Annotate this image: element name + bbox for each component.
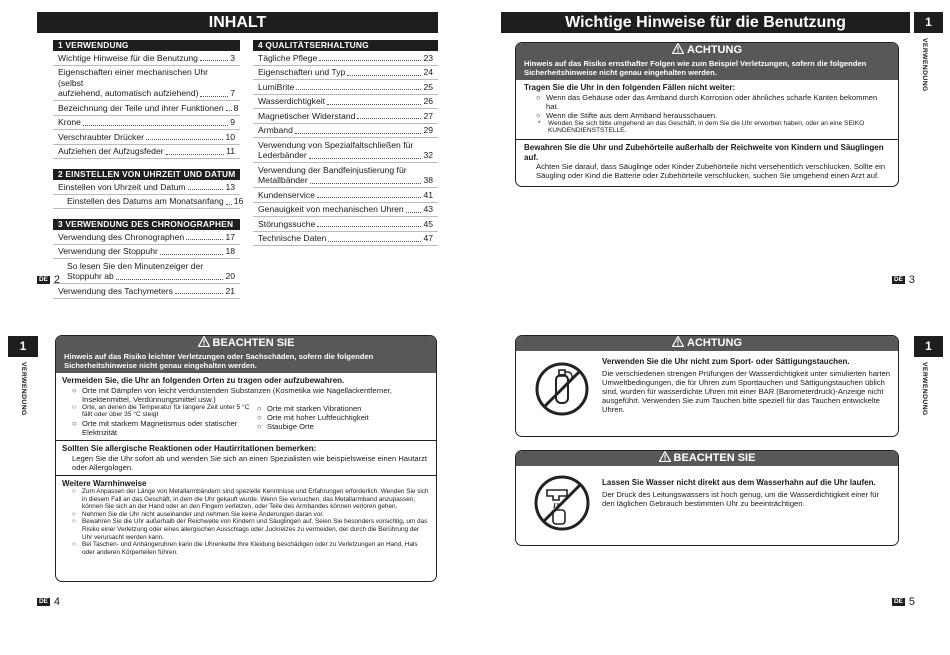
warning-icon — [672, 336, 684, 347]
toc-section-header: 1 VERWENDUNG — [53, 40, 240, 51]
block-text: Der Druck des Leitungswassers ist hoch genug, um die Wasserdichtigkeit einer für den täglichen Gebrauch bestimmten Uhr zu beeinträchtigen. — [602, 489, 880, 508]
toc-entry[interactable]: Tägliche Pflege 23 — [253, 51, 438, 66]
toc-entry[interactable]: Wasserdichtigkeit 26 — [253, 95, 438, 110]
warning-icon — [659, 451, 671, 462]
list-item: ○ Bewahren Sie die Uhr außerhalb der Reichweite von Kindern und Säuglingen auf. Seien Sie besonders vorsichtig, um das Risiko einer Verletzung oder eines allergischen Ausschlags oder Juckreizes zu vermeiden, der durch die Berührung der Uhr verursacht werden kann. — [72, 518, 428, 541]
notice-box — [55, 335, 437, 582]
toc-entry[interactable]: Verwendung des Tachymeters 21 — [53, 284, 240, 299]
list-item: ○ Nehmen Sie die Uhr nicht auseinander und nehmen Sie keine Änderungen daran vor. — [72, 510, 324, 518]
toc-entry[interactable]: Eigenschaften und Typ 24 — [253, 66, 438, 81]
page-number: 5 — [908, 596, 916, 608]
block-heading: Sollten Sie allergische Reaktionen oder Hautirritationen bemerken: — [62, 444, 317, 454]
chapter-tab: 1 — [914, 12, 943, 33]
page3-title-bar — [501, 12, 910, 33]
language-badge: DE — [39, 598, 48, 605]
list-item: ○ Orte mit starken Vibrationen — [257, 403, 362, 413]
toc-entry[interactable]: Verwendung der Bandfeinjustierung für Metallbänder 38 — [253, 163, 438, 188]
notice-title: BEACHTEN SIE — [516, 451, 898, 466]
block-text: Legen Sie die Uhr sofort ab und wenden Sie sich an einen Spezialisten wie beispielsweise einen Hautarzt oder Allergologen. — [72, 453, 428, 472]
chapter-tab: 1 — [914, 336, 943, 357]
warning-icon — [198, 336, 210, 347]
toc-entry[interactable]: Einstellen von Uhrzeit und Datum 13 — [53, 180, 240, 195]
language-badge: DE — [894, 276, 903, 283]
toc-entry[interactable]: Verwendung von Spezialfaltschließen für Lederbänder 32 — [253, 138, 438, 163]
toc-entry[interactable]: Technische Daten 47 — [253, 232, 438, 247]
toc-entry[interactable]: LumiBrite 25 — [253, 80, 438, 95]
block-heading: Tragen Sie die Uhr in den folgenden Fällen nicht weiter: — [524, 83, 736, 92]
page-footer — [892, 596, 915, 608]
page-number: 2 — [53, 274, 61, 286]
list-item: ○ Bei Taschen- und Anhängeruhren kann die Uhrenkette Ihre Kleidung beschädigen oder zu Verletzungen an Hand, Hals oder anderen Körperteilen führen. — [72, 541, 418, 556]
block-text: Die verschiedenen strengen Prüfungen der Wasserdichtigkeit unter simulierten harten Umweltbedingungen, die für Uhren zum Sporttauchen und Sättigungstauchen üblich sind, wurden für wasserdichte Uhren mit einer BAR (Barometerdruck)-Anzeige nicht ausgeführt. Verwenden Sie zum Tauchen bitte speziell für das Tauchen entwickelte Uhren. — [602, 368, 891, 414]
list-item: ○ Staubige Orte — [257, 421, 314, 431]
caution-subtitle: Hinweis auf das Risiko ernsthafter Folgen wie zum Beispiel Verletzungen, sofern die folgenden Sicherheitshinweise nicht genau eingehalten werden. — [524, 59, 867, 77]
list-item: ○ Zum Anpassen der Länge von Metallarmbändern sind spezielle Kenntnisse und Erfahrungen erforderlich. Wenden Sie sich in diesem Fall an das Geschäft, in dem die Uhr gekauft wurde. Wenn Sie versuchen, das Metallarmband anzupassen, können Sie sich an der Hand oder an den Fingern verletzen, oder Teile des Armbandes können verloren gehen. — [72, 488, 429, 511]
block-heading: Weitere Warnhinweise — [62, 478, 147, 488]
chapter-tab: 1 — [8, 336, 38, 357]
language-badge: DE — [894, 598, 903, 605]
toc-entry[interactable]: Aufziehen der Aufzugsfeder 11 — [53, 145, 240, 160]
toc-entry[interactable]: Einstellen des Datums am Monatsanfang 16 — [53, 195, 240, 210]
page-footer — [892, 274, 915, 286]
page-number: 4 — [53, 596, 61, 608]
no-tap-water-icon — [533, 474, 591, 532]
page3-title: Wichtige Hinweise für die Benutzung — [565, 14, 846, 31]
warning-icon — [672, 43, 684, 54]
list-item: ○ Orte, an denen die Temperatur für längere Zeit unter 5 °C fällt oder über 35 °C steigt — [72, 403, 250, 419]
toc-entry[interactable]: Verwendung der Stoppuhr 18 — [53, 245, 240, 260]
no-diving-icon — [534, 361, 590, 417]
toc-left-column — [53, 40, 244, 299]
toc-entry[interactable]: Armband 29 — [253, 124, 438, 139]
block-heading: Lassen Sie Wasser nicht direkt aus dem Wasserhahn auf die Uhr laufen. — [602, 478, 876, 487]
side-label: VERWENDUNG — [20, 362, 27, 416]
side-label: VERWENDUNG — [921, 38, 928, 92]
list-item: ○ Orte mit hoher Luftfeuchtigkeit — [257, 412, 369, 422]
page-number: 3 — [908, 274, 916, 286]
block-text: Achten Sie darauf, dass Säuglinge oder Kinder Zubehörteile nicht versehentlich verschlucken. Sollte ein Säugling oder Kind die Batterie oder Zubehörteile verschlucken, suchen Sie umgehend einen Arzt auf. — [536, 162, 886, 181]
toc-entry[interactable]: Magnetischer Widerstand 27 — [253, 109, 438, 124]
caution-box — [515, 42, 899, 187]
list-item: ○ Wenn das Gehäuse oder das Armband durch Korrosion oder ähnliches scharfe Kanten bekommen hat. — [536, 92, 878, 111]
toc-title: INHALT — [208, 14, 267, 31]
toc-entry[interactable]: Kundenservice 41 — [253, 188, 438, 203]
toc-entry[interactable]: Verwendung des Chronographen 17 — [53, 230, 240, 245]
notice-box — [515, 450, 899, 546]
notice-subtitle: Hinweis auf das Risiko leichter Verletzungen oder Sachschäden, sofern die folgenden Sicherheitshinweise nicht genau eingehalten werden. — [64, 352, 374, 370]
toc-entry[interactable]: So lesen Sie den Minutenzeiger der Stoppuhr ab 20 — [53, 259, 240, 284]
block-heading: Vermeiden Sie, die Uhr an folgenden Orten zu tragen oder aufzubewahren. — [62, 376, 345, 385]
block-heading: Verwenden Sie die Uhr nicht zum Sport- oder Sättigungstauchen. — [602, 357, 850, 366]
toc-entry[interactable]: Genauigkeit von mechanischen Uhren 43 — [253, 203, 438, 218]
toc-section-header: 3 VERWENDUNG DES CHRONOGRAPHEN — [53, 219, 240, 230]
toc-entry[interactable]: Bezeichnung der Teile und ihrer Funktionen 8 — [53, 101, 240, 116]
toc-section-header: 2 EINSTELLEN VON UHRZEIT UND DATUM — [53, 169, 240, 180]
page-footer — [37, 596, 60, 608]
toc-entry[interactable]: Wichtige Hinweise für die Benutzung 3 — [53, 51, 240, 66]
language-badge: DE — [39, 276, 48, 283]
page-footer — [37, 274, 60, 286]
toc-right-column — [253, 40, 438, 246]
caution-box — [515, 335, 899, 437]
block-heading: Bewahren Sie die Uhr und Zubehörteile außerhalb der Reichweite von Kindern und Säuglingen auf. — [524, 143, 884, 162]
toc-entry[interactable]: Krone 9 — [53, 116, 240, 131]
toc-title-bar — [37, 12, 438, 33]
notice-title: BEACHTEN SIE — [56, 336, 436, 351]
caution-title: ACHTUNG — [516, 336, 898, 351]
list-item: ○ Orte mit starkem Magnetismus oder statischer Elektrizität — [72, 419, 238, 438]
toc-entry[interactable]: Eigenschaften einer mechanischen Uhr (selbst aufziehend, automatisch aufziehend) 7 — [53, 66, 240, 102]
toc-section-header: 4 QUALITÄTSERHALTUNG — [253, 40, 438, 51]
list-item: ○ Wenn die Stifte aus dem Armband herausschauen. — [536, 110, 718, 120]
list-item: ○ Orte mit Dämpfen von leicht verdunstenden Substanzen (Kosmetika wie Nagellackentferner, Insektenmittel, Verdünnungsmittel usw.) — [72, 385, 392, 404]
caution-title: ACHTUNG — [516, 43, 898, 58]
note: * Wenden Sie sich bitte umgehend an das Geschäft, in dem Sie die Uhr erworben haben, oder an eine SEIKO KUNDENDIENSTSTELLE. — [538, 119, 865, 135]
toc-entry[interactable]: Verschraubter Drücker 10 — [53, 130, 240, 145]
toc-entry[interactable]: Störungssuche 45 — [253, 217, 438, 232]
side-label: VERWENDUNG — [921, 362, 928, 416]
